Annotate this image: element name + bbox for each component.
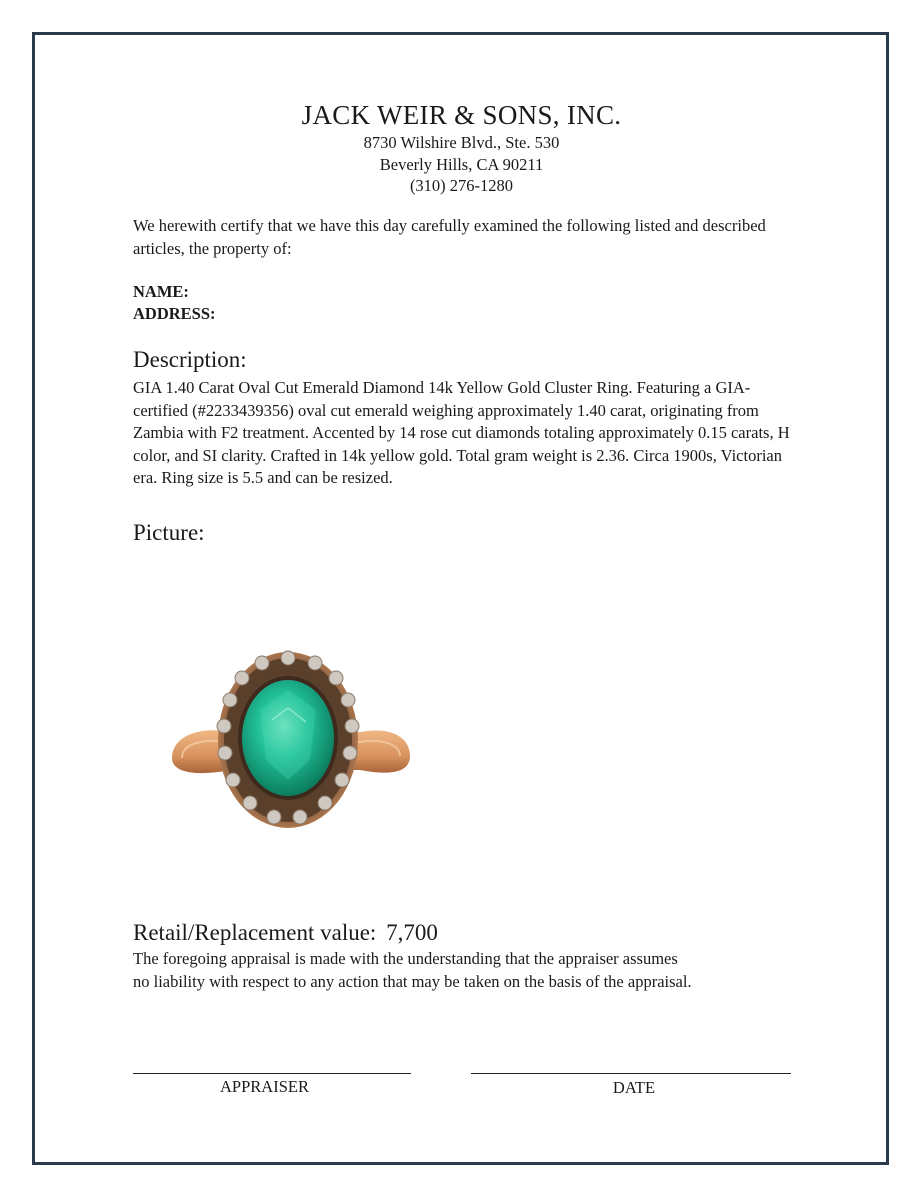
certify-text: We herewith certify that we have this day carefully examined the following listed and described articles, the property of:: [133, 216, 766, 258]
disclaimer-line-2: no liability with respect to any action that may be taken on the basis of the appraisal.: [133, 971, 692, 991]
value-amount: 7,700: [386, 920, 438, 945]
value-section: [133, 919, 793, 993]
date-label: DATE: [612, 1078, 656, 1097]
picture-section: [133, 519, 793, 547]
value-label: Retail/Replacement value:: [133, 920, 377, 945]
name-label: NAME:: [133, 282, 189, 301]
value-line: [133, 919, 793, 947]
description-heading: Description:: [133, 347, 247, 372]
description-text: GIA 1.40 Carat Oval Cut Emerald Diamond 14k Yellow Gold Cluster Ring. Featuring a GIA-certified (#2233439356) oval cut emerald weighing approximately 1.40 carat, originating from Zambia with F2 treatment. Accented by 14 rose cut diamonds totaling approximately 0.15 carats, H color, and SI clarity. Crafted in 14k yellow gold. Total gram weight is 2.36. Circa 1900s, Victorian era. Ring size is 5.5 and can be resized.: [133, 378, 790, 487]
company-name: JACK WEIR & SONS, INC.: [301, 100, 622, 130]
picture-heading: Picture:: [133, 520, 205, 545]
address-label: ADDRESS:: [133, 304, 216, 323]
owner-fields: [133, 281, 793, 325]
address-line-1: 8730 Wilshire Blvd., Ste. 530: [363, 133, 560, 152]
disclaimer-line-1: The foregoing appraisal is made with the understanding that the appraiser assumes: [133, 949, 678, 968]
date-signature-line: [471, 1073, 791, 1074]
document-border: [32, 32, 889, 1165]
emerald-ring-image: [160, 640, 430, 840]
letterhead: [0, 98, 923, 197]
appraiser-label: APPRAISER: [220, 1077, 309, 1096]
address-line-2: Beverly Hills, CA 90211: [379, 154, 544, 174]
phone-number: (310) 276-1280: [409, 176, 514, 195]
description-section: [133, 346, 793, 490]
appraiser-signature-line: [133, 1073, 411, 1074]
certify-statement: [133, 215, 793, 260]
